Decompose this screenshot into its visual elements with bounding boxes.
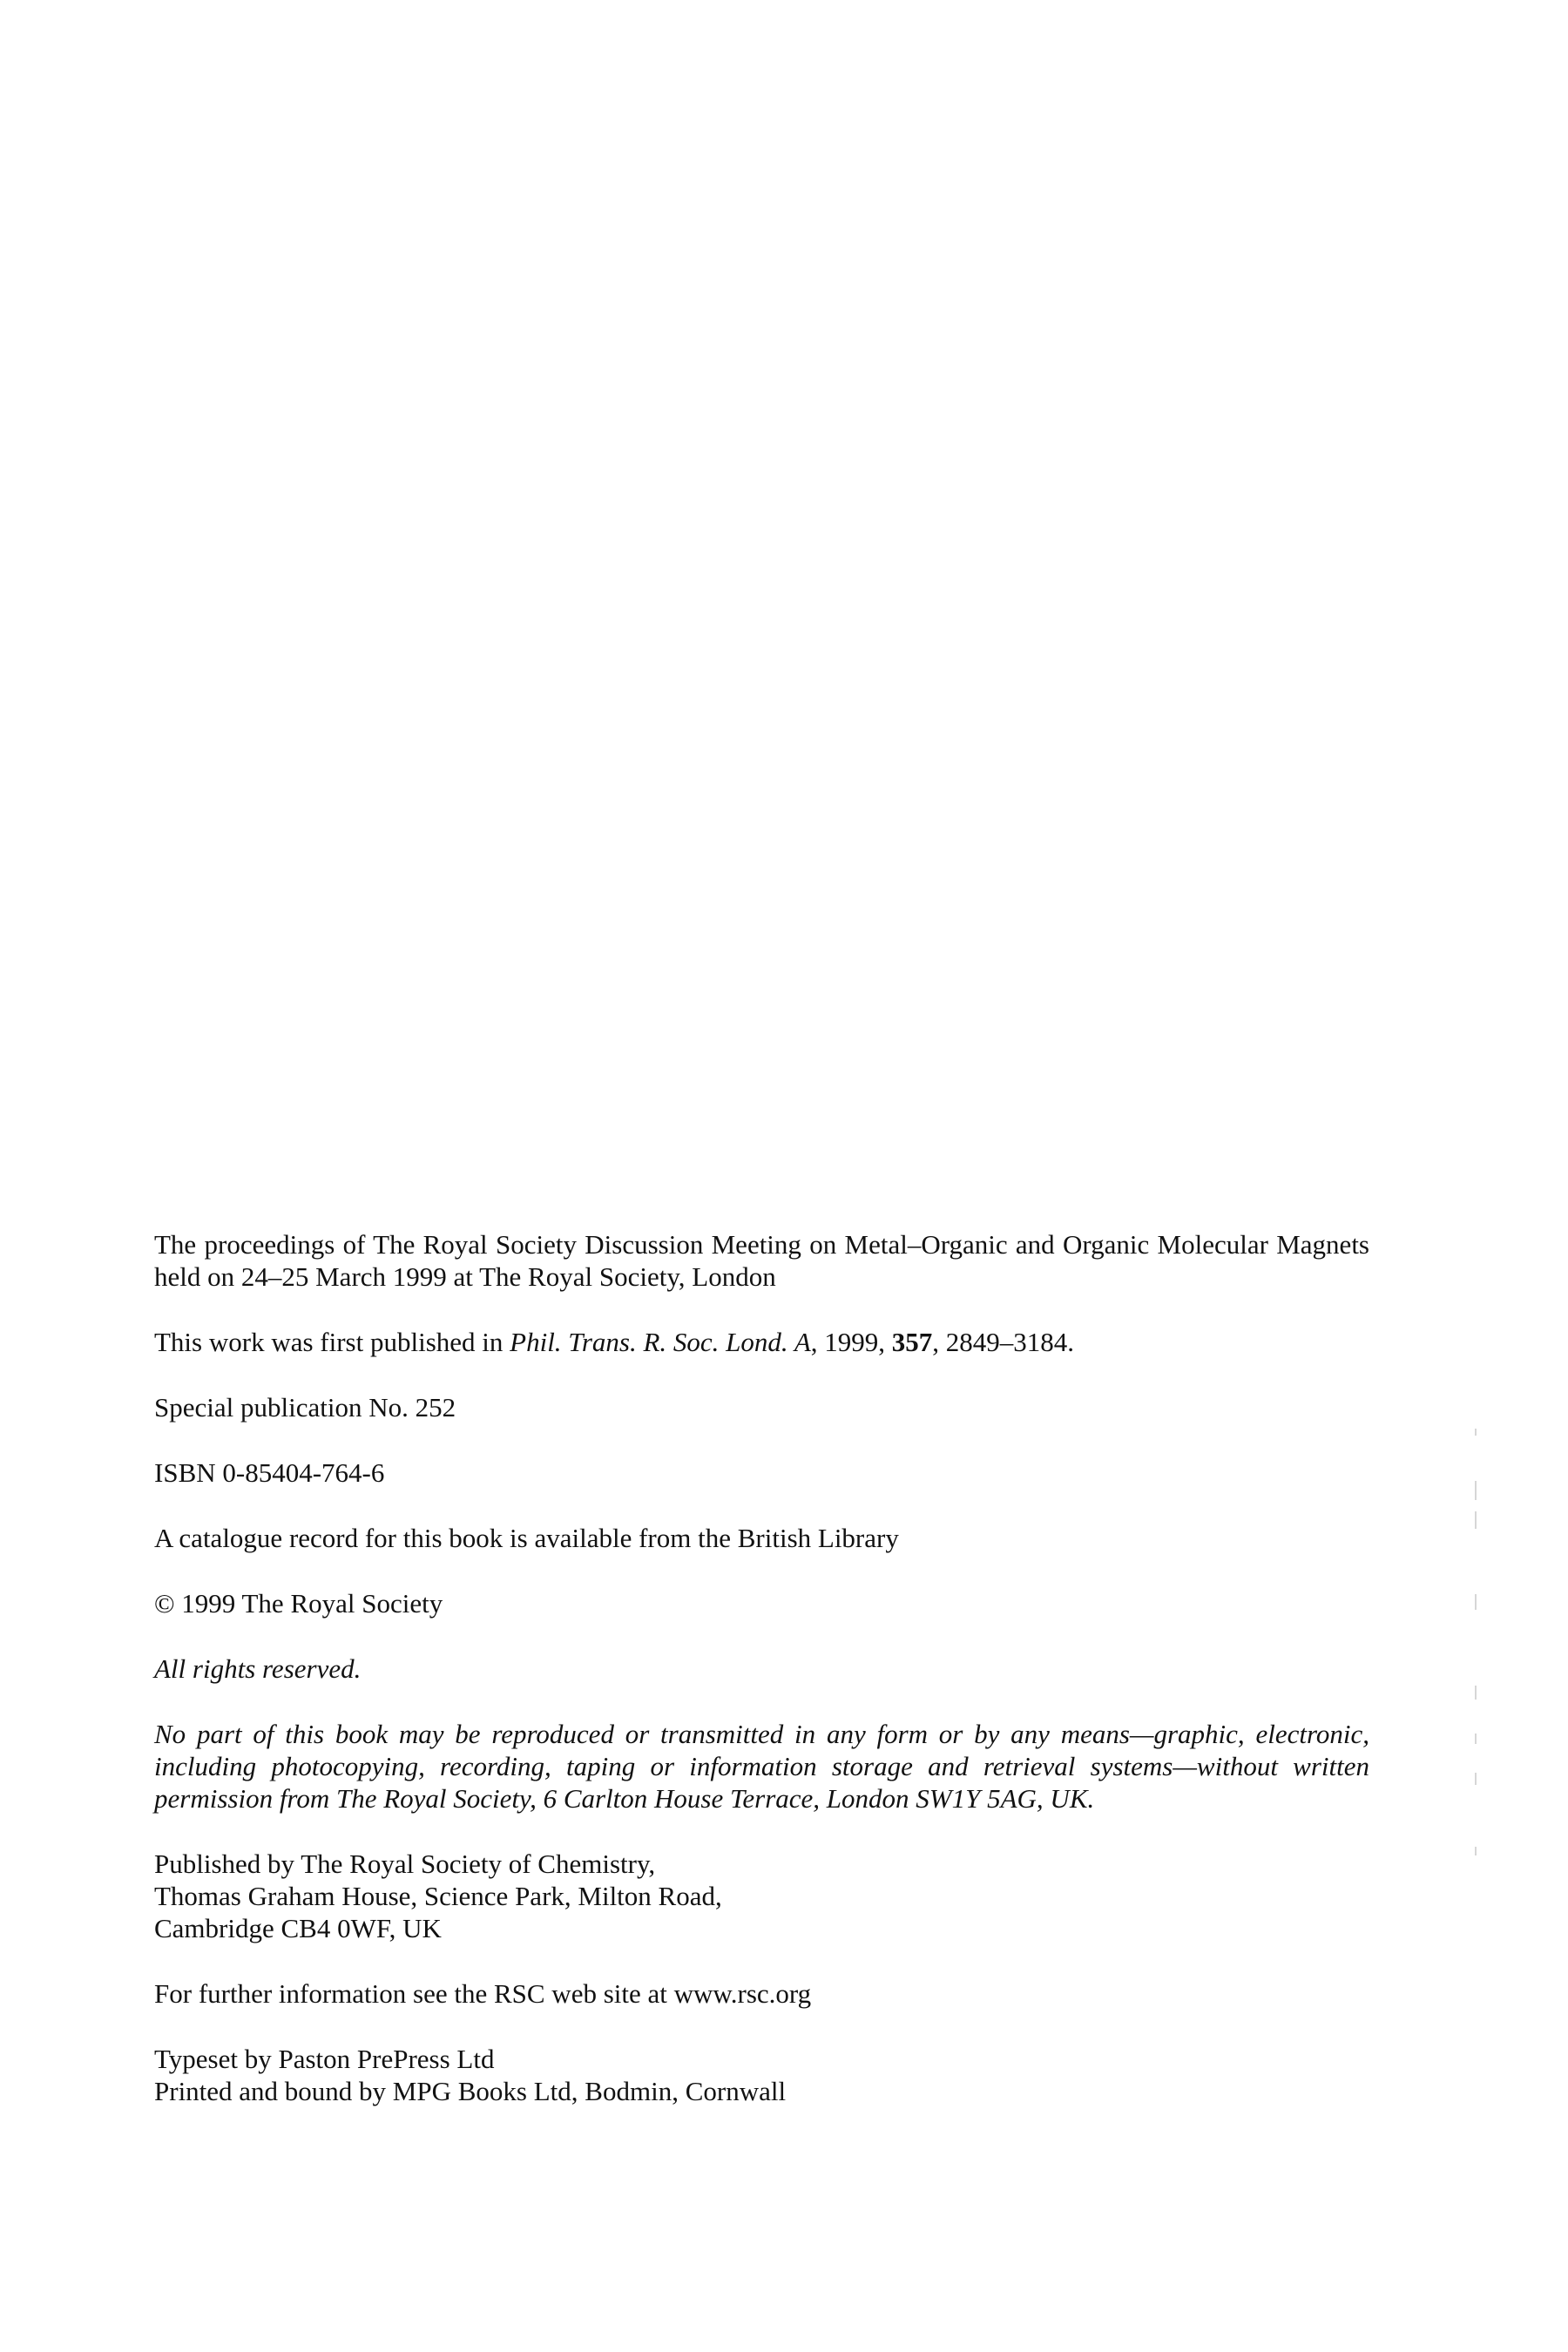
typesetter-line: Typeset by Paston PrePress Ltd <box>154 2044 495 2074</box>
scan-speck <box>1475 1773 1477 1785</box>
permission-notice: No part of this book may be reproduced or transmitted in any form or by any means—graphic, electronic, including photocopying, recording, taping or information storage and retrieval systems—without written permission from The Royal Society, 6 Carlton House Terrace, London SW1Y 5AG, UK. <box>154 1719 1369 1814</box>
first-published-note <box>154 1326 1369 1358</box>
production-credits <box>154 2043 1369 2107</box>
publisher-line: Published by The Royal Society of Chemistry, <box>154 1848 656 1879</box>
scan-speck <box>1475 1511 1477 1529</box>
scan-speck <box>1475 1686 1477 1700</box>
imprint-block <box>154 1228 1369 2140</box>
catalogue-record: A catalogue record for this book is available from the British Library <box>154 1523 899 1553</box>
scan-speck <box>1475 1734 1477 1744</box>
further-info: For further information see the RSC web site at www.rsc.org <box>154 1978 812 2009</box>
rights-reserved: All rights reserved. <box>154 1653 362 1684</box>
isbn: ISBN 0-85404-764-6 <box>154 1457 385 1488</box>
journal-volume: 357 <box>891 1327 933 1357</box>
scan-speck <box>1475 1594 1477 1610</box>
publisher-address <box>154 1848 1369 1944</box>
proceedings-note: The proceedings of The Royal Society Discussion Meeting on Metal–Organic and Organic Molecular Magnets held on 24–25 March 1999 at The Royal Society, London <box>154 1229 1369 1292</box>
publisher-line: Cambridge CB4 0WF, UK <box>154 1913 442 1943</box>
printer-line: Printed and bound by MPG Books Ltd, Bodmin, Cornwall <box>154 2076 787 2106</box>
scan-speck <box>1475 1847 1477 1855</box>
scan-speck <box>1475 1429 1477 1436</box>
copyright-notice: © 1999 The Royal Society <box>154 1588 443 1619</box>
journal-name: Phil. Trans. R. Soc. Lond. A <box>510 1327 811 1357</box>
first-published-prefix: This work was first published in <box>154 1327 510 1357</box>
publisher-line: Thomas Graham House, Science Park, Milton Road, <box>154 1881 722 1911</box>
scan-speck <box>1475 1481 1477 1500</box>
journal-pages: , 2849–3184. <box>932 1327 1075 1357</box>
journal-year: , 1999, <box>810 1327 892 1357</box>
special-publication: Special publication No. 252 <box>154 1392 456 1423</box>
